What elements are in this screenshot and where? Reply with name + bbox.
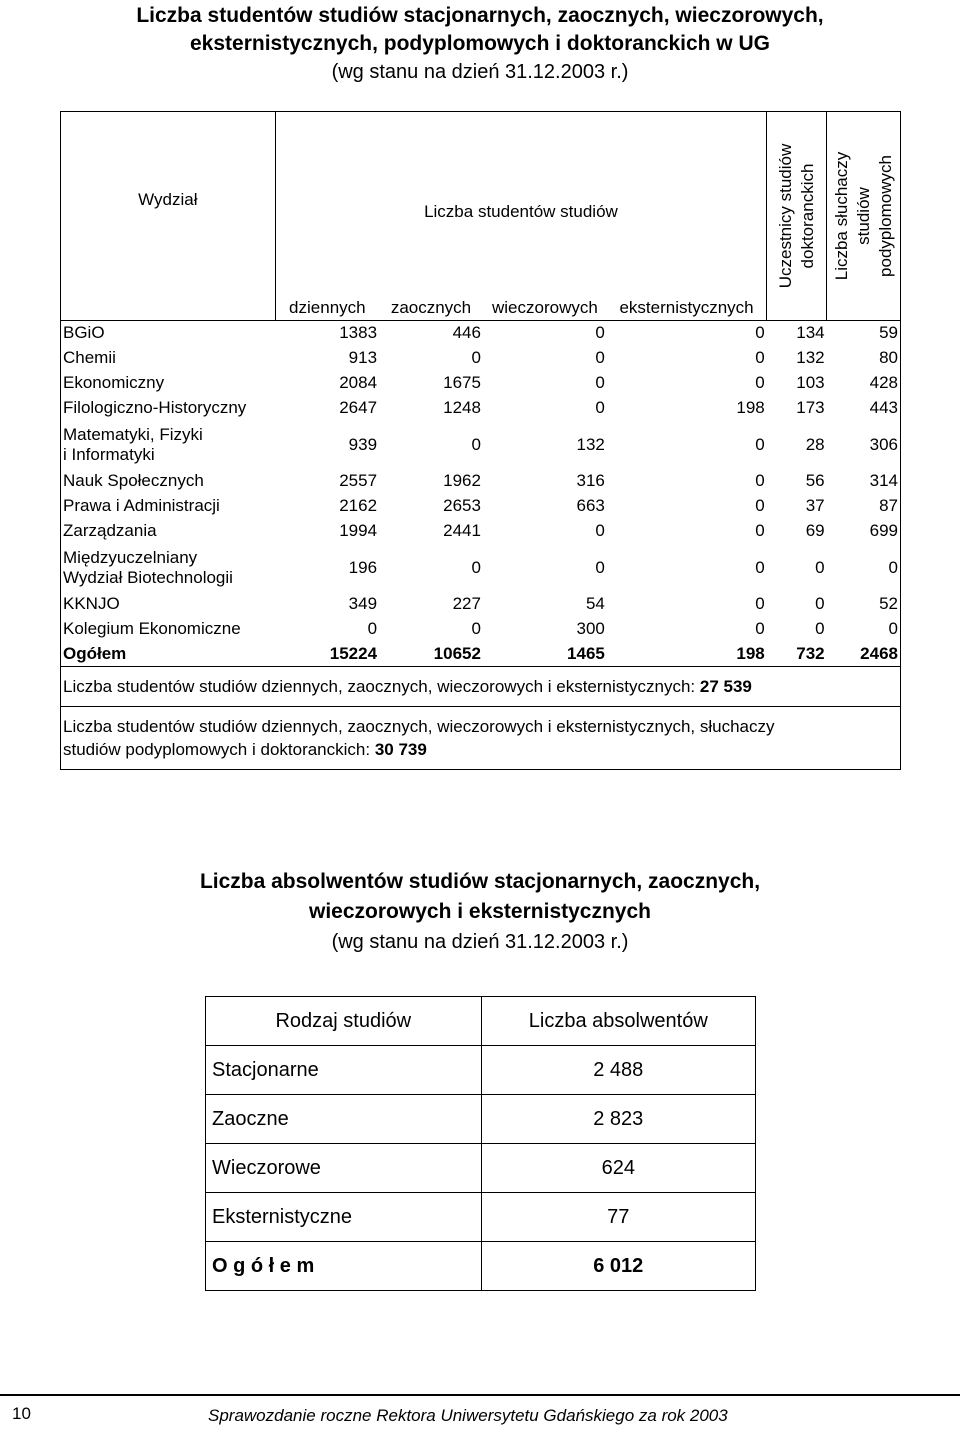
total-value: 1465 (567, 643, 605, 663)
cell-value: 663 (576, 496, 605, 515)
summary-2 (61, 707, 901, 770)
cell-value: 0 (755, 323, 765, 343)
table-row (61, 371, 901, 396)
table-row (61, 396, 901, 421)
study-type: Stacjonarne (206, 1046, 482, 1095)
cell-value: 198 (736, 398, 765, 417)
cell-value: 0 (755, 373, 765, 392)
summary-2-text-line-1: Liczba studentów studiów dziennych, zaocznych, wieczorowych i eksternistycznych, słuchaczy (63, 717, 775, 736)
header-liczba-absolwentow: Liczba absolwentów (481, 997, 755, 1046)
subheader-eksternistycznych: eksternistycznych (607, 296, 767, 321)
graduates-total-row (206, 1242, 756, 1291)
graduates-count: 2 823 (481, 1095, 755, 1144)
cell-value: 196 (348, 557, 378, 577)
header-liczba (275, 112, 767, 296)
page-number: 10 (12, 1404, 31, 1423)
header-podypl-line-3: podyplomowych (875, 155, 895, 277)
cell-value: 2557 (339, 471, 378, 490)
row-faculty-name: BGiO (61, 321, 276, 346)
cell-value: 0 (755, 594, 765, 613)
header-podyplomowi (827, 112, 901, 321)
cell-value: 0 (815, 619, 825, 638)
study-type: Zaoczne (206, 1095, 482, 1144)
cell-value: 69 (805, 521, 825, 540)
summary-row-1 (61, 667, 901, 707)
cell-value: 0 (595, 348, 605, 367)
faculty-name-line-2: Wydział Biotechnologii (63, 567, 233, 587)
table-row (61, 592, 901, 617)
header-rodzaj: Rodzaj studiów (206, 997, 482, 1046)
table-row (61, 469, 901, 494)
summary-1-value: 27 539 (699, 677, 752, 696)
cell-value: 0 (595, 398, 605, 417)
graduates-count: 624 (481, 1144, 755, 1193)
cell-value: 0 (815, 557, 825, 577)
cell-value: 0 (815, 594, 825, 613)
graduates-title-line-2: wieczorowych i eksternistycznych (309, 900, 651, 923)
cell-value: 0 (471, 348, 481, 367)
total-value: 10652 (433, 643, 481, 663)
table-row (206, 1144, 756, 1193)
header-podypl-line-2: studiów (853, 187, 873, 245)
cell-value: 300 (576, 619, 605, 638)
row-faculty-name: Ekonomiczny (61, 371, 276, 396)
header-doktoranci-label (775, 144, 819, 289)
table-row (61, 321, 901, 346)
header-doktoranci (767, 112, 827, 321)
page-title (60, 2, 900, 86)
table-row (61, 346, 901, 371)
cell-value: 0 (755, 434, 765, 454)
cell-value: 428 (827, 371, 901, 396)
header-liczba-label: Liczba studentów studiów (424, 201, 618, 221)
cell-value: 1675 (443, 373, 481, 392)
row-faculty-name (61, 421, 276, 469)
cell-value: 87 (827, 494, 901, 519)
cell-value: 446 (452, 323, 481, 343)
table-row (206, 1193, 756, 1242)
row-faculty-name: KKNJO (61, 592, 276, 617)
students-table-body (61, 321, 901, 770)
cell-value: 0 (595, 557, 605, 577)
cell-value: 56 (805, 471, 825, 490)
faculty-name-line-1: Matematyki, Fizyki (63, 424, 203, 444)
subheader-wieczorowych: wieczorowych (483, 296, 607, 321)
cell-value: 2441 (443, 521, 481, 540)
graduates-title-date: (wg stanu na dzień 31.12.2003 r.) (331, 931, 629, 953)
graduates-title (60, 867, 900, 957)
cell-value: 227 (452, 594, 481, 613)
summary-1-text: Liczba studentów studiów dziennych, zaocznych, wieczorowych i eksternistycznych: (63, 677, 700, 696)
header-wydzial-label: Wydział (138, 190, 198, 209)
cell-value: 1383 (339, 323, 378, 343)
header-doktoranci-line-1: Uczestnicy studiów (775, 143, 795, 289)
table-row (61, 544, 901, 592)
cell-value: 173 (796, 398, 825, 417)
table-row (206, 1095, 756, 1144)
cell-value: 316 (576, 471, 605, 490)
row-faculty-name: Filologiczno-Historyczny (61, 396, 276, 421)
cell-value: 0 (827, 617, 901, 642)
cell-value: 1248 (443, 398, 481, 417)
cell-value: 1962 (443, 471, 481, 490)
summary-2-value: 30 739 (374, 740, 427, 759)
cell-value: 306 (827, 421, 901, 469)
table-row (61, 519, 901, 544)
graduates-count: 2 488 (481, 1046, 755, 1095)
title-date: (wg stanu na dzień 31.12.2003 r.) (331, 61, 629, 83)
cell-value: 103 (796, 373, 825, 392)
table-row (61, 617, 901, 642)
cell-value: 52 (827, 592, 901, 617)
header-wydzial (61, 112, 276, 321)
total-label: Ogółem (61, 642, 276, 667)
cell-value: 0 (471, 434, 481, 454)
cell-value: 28 (805, 434, 825, 454)
total-value: 198 (736, 643, 765, 663)
header-doktoranci-line-2: doktoranckich (797, 163, 817, 269)
cell-value: 349 (348, 594, 378, 613)
total-value: 15224 (329, 643, 378, 663)
cell-value: 0 (755, 521, 765, 540)
cell-value: 0 (755, 471, 765, 490)
cell-value: 2084 (339, 373, 378, 392)
row-faculty-name: Zarządzania (61, 519, 276, 544)
footer-divider (0, 1394, 960, 1396)
total-value: 732 (796, 643, 825, 663)
cell-value: 939 (348, 434, 378, 454)
cell-value: 80 (827, 346, 901, 371)
row-faculty-name: Prawa i Administracji (61, 494, 276, 519)
total-value: 2468 (827, 642, 901, 667)
cell-value: 37 (805, 496, 825, 515)
row-faculty-name: Nauk Społecznych (61, 469, 276, 494)
cell-value: 2162 (339, 496, 378, 515)
graduates-total-value: 6 012 (481, 1242, 755, 1291)
row-faculty-name: Kolegium Ekonomiczne (61, 617, 276, 642)
cell-value: 0 (471, 557, 481, 577)
cell-value: 0 (595, 373, 605, 392)
cell-value: 0 (755, 496, 765, 515)
cell-value: 913 (348, 348, 378, 367)
row-faculty-name (61, 544, 276, 592)
cell-value: 443 (827, 396, 901, 421)
title-line-1: Liczba studentów studiów stacjonarnych, zaocznych, wieczorowych, (136, 4, 824, 27)
cell-value: 0 (755, 619, 765, 638)
summary-1 (61, 667, 901, 707)
table-row (61, 421, 901, 469)
graduates-total-label: O g ó ł e m (206, 1242, 482, 1291)
cell-value: 0 (367, 619, 378, 638)
faculty-name-line-2: i Informatyki (63, 444, 155, 464)
faculty-name-line-1: Międzyuczelniany (63, 547, 198, 567)
table-row (206, 1046, 756, 1095)
row-faculty-name: Chemii (61, 346, 276, 371)
subheader-dziennych: dziennych (275, 296, 379, 321)
header-podyplomowi-label (831, 152, 897, 281)
cell-value: 132 (796, 348, 825, 367)
graduates-table (205, 996, 756, 1291)
subheader-zaocznych: zaocznych (379, 296, 483, 321)
summary-row-2 (61, 707, 901, 770)
cell-value: 314 (827, 469, 901, 494)
cell-value: 0 (595, 521, 605, 540)
graduates-count: 77 (481, 1193, 755, 1242)
graduates-header-row (206, 997, 756, 1046)
graduates-title-line-1: Liczba absolwentów studiów stacjonarnych, zaocznych, (199, 870, 761, 893)
students-table (60, 111, 901, 770)
cell-value: 134 (796, 323, 825, 343)
cell-value: 2653 (443, 496, 481, 515)
study-type: Eksternistyczne (206, 1193, 482, 1242)
cell-value: 2647 (339, 398, 378, 417)
cell-value: 0 (827, 544, 901, 592)
table-row (61, 494, 901, 519)
cell-value: 0 (471, 619, 481, 638)
cell-value: 0 (595, 323, 605, 343)
summary-2-text-line-2: studiów podyplomowych i doktoranckich: (63, 740, 375, 759)
cell-value: 0 (755, 557, 765, 577)
footer-text: Sprawozdanie roczne Rektora Uniwersytetu Gdańskiego za rok 2003 (208, 1406, 728, 1425)
cell-value: 132 (576, 434, 605, 454)
total-row (61, 642, 901, 667)
cell-value: 0 (755, 348, 765, 367)
cell-value: 54 (585, 594, 605, 613)
title-line-2: eksternistycznych, podyplomowych i doktoranckich w UG (190, 32, 770, 55)
cell-value: 699 (827, 519, 901, 544)
cell-value: 59 (827, 321, 901, 346)
cell-value: 1994 (339, 521, 378, 540)
header-podypl-line-1: Liczba słuchaczy (831, 151, 851, 281)
study-type: Wieczorowe (206, 1144, 482, 1193)
